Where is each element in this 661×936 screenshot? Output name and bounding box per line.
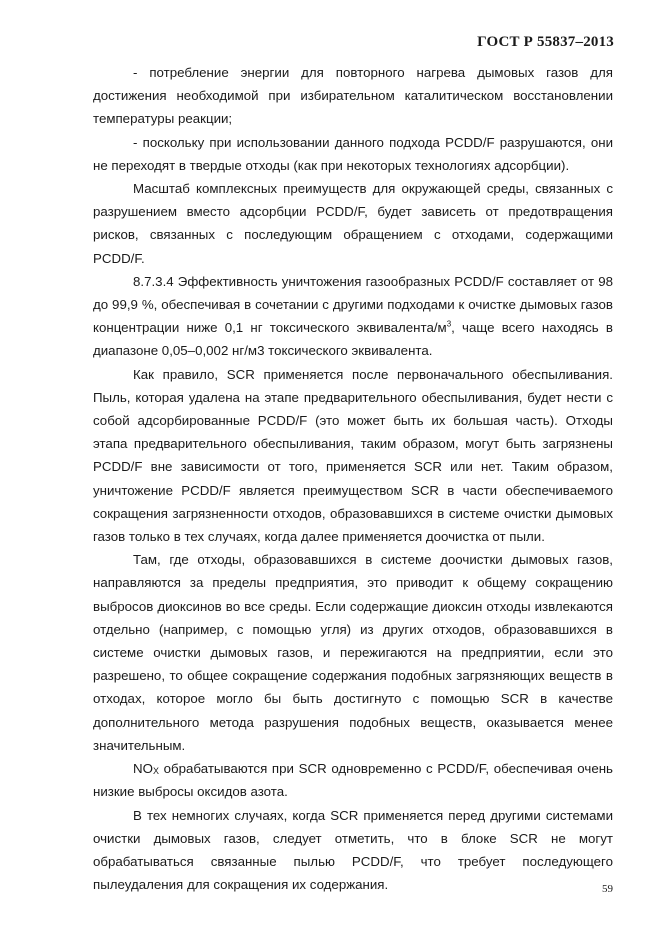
nox-prefix: NO — [133, 761, 153, 777]
paragraph-energy-consumption: - потребление энергии для повторного нагрева дымовых газов для достижения необходимой при избирательном каталитическом восстановлении температуры реакции; — [93, 65, 613, 127]
document-body — [93, 61, 613, 896]
page-number: 59 — [602, 883, 613, 895]
paragraph-environmental-benefits: Масштаб комплексных преимуществ для окружающей среды, связанных с разрушением вместо адсорбции PCDD/F, будет зависеть от предотвращения рисков, связанных с последующим обращением с отходами, содержащими PCDD/F. — [93, 181, 613, 266]
paragraph-solid-waste: - поскольку при использовании данного подхода PCDD/F разрушаются, они не переходят в твердые отходы (как при некоторых технологиях адсорбции). — [93, 134, 613, 173]
nox-text: обрабатываются при SCR одновременно с PCDD/F, обеспечивая очень низкие выбросы оксидов азота. — [93, 761, 613, 800]
efficiency-tail: , чаще всего находясь в диапазоне 0,05–0,002 нг/м3 токсического эквивалента. — [93, 320, 613, 359]
document-header: ГОСТ Р 55837–2013 — [477, 34, 614, 50]
efficiency-text: 8.7.3.4 Эффективность уничтожения газообразных PCDD/F составляет от 98 до 99,9 %, обеспечивая в сочетании с другими подходами к очистке дымовых газов концентрации ниже 0,1 нг токсического эквивалента/м — [93, 273, 613, 336]
paragraph-dust-removal: Как правило, SCR применяется после первоначального обеспыливания. Пыль, которая удалена на этапе предварительного обеспыливания, будет нести с собой адсорбированные PCDD/F (это может быть их большая часть). Отходы этапа предварительного обеспыливания, таким образом, могут быть загрязнены PCDD/F вне зависимости от того, применяется SCR или нет. Таким образом, уничтожение PCDD/F является преимуществом SCR в части обеспечиваемого сокращения загрязненности отходов, образовавшихся в системе очистки дымовых газов только в тех случаях, когда далее применяется доочистка от пыли. — [93, 366, 613, 545]
nox-subscript: X — [152, 766, 159, 777]
paragraph-destruction-efficiency — [93, 270, 613, 363]
paragraph-nox — [93, 757, 613, 803]
paragraph-scr-before-systems: В тех немногих случаях, когда SCR применяется перед другими системами очистки дымовых газов, следует отметить, что в блоке SCR не могут обрабатываться связанные пылью PCDD/F, что требует последующего пылеудаления для сокращения их содержания. — [93, 807, 613, 893]
paragraph-offsite-waste: Там, где отходы, образовавшихся в системе доочистки дымовых газов, направляются за пределы предприятия, это приводит к общему сокращению выбросов диоксинов во все среды. Если содержащие диоксин отходы извлекаются отдельно (например, с помощью угля) из других отходов, образовавшихся в системе очистки дымовых газов, и пережигаются на предприятии, если это разрешено, то общее сокращение содержания подобных загрязняющих веществ в отходах, которое могло бы быть достигнуто с помощью SCR в качестве дополнительного метода разрушения подобных веществ, оказывается менее значительным. — [93, 552, 613, 753]
cubic-superscript: 3 — [446, 319, 452, 329]
